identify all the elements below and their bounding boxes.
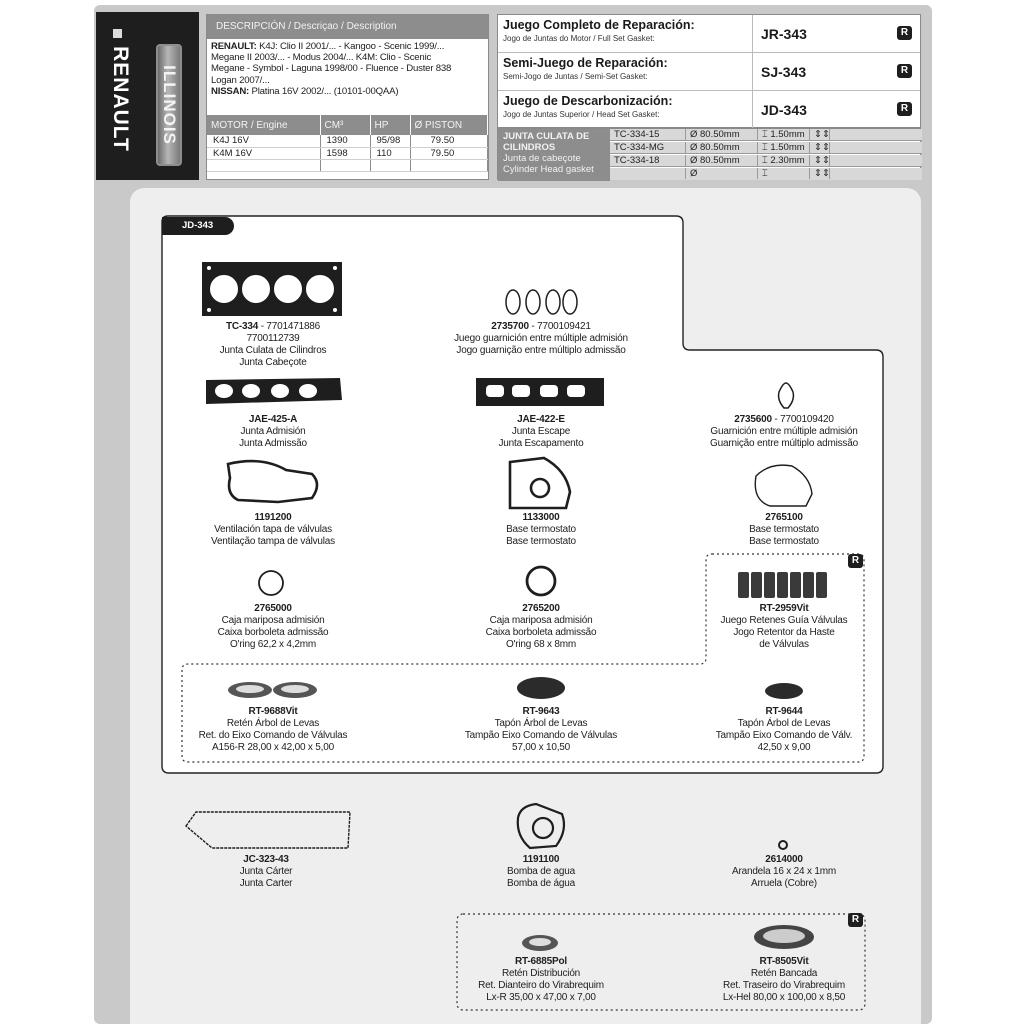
kit-title: Semi-Juego de Reparación: <box>503 56 668 70</box>
part-1191200: 1191200 Ventilación tapa de válvulas Ventilação tampa de válvulas <box>211 512 335 547</box>
valve-seals-drawing <box>738 572 827 598</box>
description-line: RENAULT: K4J: Clio II 2001/... - Kangoo - Scenic 1999/... <box>211 41 445 52</box>
table-row: TC-334-18 Ø 80.50mm ⌶ 2.30mm ⇕⇕ <box>610 155 922 167</box>
r-badge: R <box>897 64 912 78</box>
table-row: K4M 16V 1598 110 79.50 <box>207 147 488 159</box>
head-gasket-label: JUNTA CULATA DE CILINDROS Junta de cabeçote Cylinder Head gasket <box>498 129 610 181</box>
part-rt8505: RT-8505Vit Retén Bancada Ret. Traseiro do Virabrequim Lx-Hel 80,00 x 100,00 x 8,50 <box>722 956 846 1003</box>
col-piston: Ø PISTON <box>410 115 488 135</box>
logo-text: ILLINOIS <box>160 65 179 145</box>
part-rt9688: RT-9688Vit Retén Árbol de Levas Ret. do Eixo Comando de Válvulas A156-R 28,00 x 42,00 x 5,00 <box>198 706 348 753</box>
updown-icon: ⇕⇕ <box>810 142 830 153</box>
description-line: NISSAN: Platina 16V 2002/... (10101-00QAA) <box>211 85 399 97</box>
part-jae425: JAE-425-A Junta Admisión Junta Admissão <box>239 414 307 449</box>
part-1133000: 1133000 Base termostato Base termostato <box>506 512 576 547</box>
kit-code: JR-343 <box>752 15 922 52</box>
r-badge: R <box>848 913 863 927</box>
part-jc323: JC-323-43 Junta Cárter Junta Carter <box>239 854 293 889</box>
part-jae422: JAE-422-E Junta Escape Junta Escapamento <box>498 414 584 449</box>
updown-icon: ⇕⇕ <box>810 155 830 166</box>
oil-pan-gasket-drawing <box>186 812 350 848</box>
cam-plug-large-drawing <box>517 677 565 699</box>
part-rt9644: RT-9644 Tapón Árbol de Levas Tampão Eixo Comando de Válv. 42,50 x 9,00 <box>715 706 853 753</box>
kit-title: Juego Completo de Reparación: <box>503 18 695 32</box>
part-2614000: 2614000 Arandela 16 x 24 x 1mm Arruela (Cobre) <box>732 854 836 889</box>
kit-code: JD-343 <box>752 91 922 128</box>
washer-drawing <box>779 841 787 849</box>
part-2765100: 2765100 Base termostato Base termostato <box>749 512 819 547</box>
intake-gasket-drawing <box>206 378 342 404</box>
r-badge: R <box>848 554 863 568</box>
updown-icon: ⇕⇕ <box>810 168 830 179</box>
col-cm3: CM³ <box>320 115 370 135</box>
part-rt9643: RT-9643 Tapón Árbol de Levas Tampão Eixo Comando de Válvulas 57,00 x 10,50 <box>464 706 618 753</box>
r-badge: R <box>897 26 912 40</box>
table-row: K4J 16V 1390 95/98 79.50 <box>207 135 488 147</box>
description-line: Megane - Symbol - Laguna 1998/00 - Fluence - Duster 838 <box>211 63 452 75</box>
part-2765200: 2765200 Caja mariposa admisión Caixa borboleta admissão O'ring 68 x 8mm <box>485 603 597 650</box>
kit-subtitle: Semi-Jogo de Juntas / Semi-Set Gasket: <box>503 72 648 81</box>
kit-code: SJ-343 <box>752 53 922 90</box>
r-badge: R <box>897 102 912 116</box>
table-row: TC-334-MG Ø 80.50mm ⌶ 1.50mm ⇕⇕ <box>610 142 922 154</box>
table-row: TC-334-15 Ø 80.50mm ⌶ 1.50mm ⇕⇕ <box>610 129 922 141</box>
part-1191100: 1191100 Bomba de agua Bomba de água <box>506 854 575 889</box>
description-header: DESCRIPCIÓN / Descriçao / Description <box>207 15 488 39</box>
kit-subtitle: Jogo de Juntas do Motor / Full Set Gasket: <box>503 34 655 43</box>
part-2765000: 2765000 Caja mariposa admisión Caixa borboleta admissão O'ring 62,2 x 4,2mm <box>217 603 329 650</box>
kit-label-pill: JD-343 <box>162 217 234 235</box>
head-gasket-drawing <box>202 262 342 316</box>
kit-subtitle: Jogo de Juntas Superior / Head Set Gasket: <box>503 110 660 119</box>
exhaust-gasket-drawing <box>476 378 604 406</box>
rear-crank-seal-drawing <box>754 925 814 949</box>
part-tc334: TC-334 - 7701471886 7700112739 Junta Culata de Cilindros Junta Cabeçote <box>219 321 327 368</box>
part-2735600: 2735600 - 7700109420 Guarnición entre múltiple admisión Guarnição entre múltiplo admissão <box>710 414 858 449</box>
kit-title: Juego de Descarbonización: <box>503 94 673 108</box>
description-line: Megane II 2003/... - Modus 2004/... K4M: Clio - Scenic <box>211 52 432 64</box>
front-crank-seal-drawing <box>522 935 558 951</box>
table-row: Ø ⌶ ⇕⇕ <box>610 168 922 180</box>
col-hp: HP <box>370 115 410 135</box>
part-2735700: 2735700 - 7700109421 Juego guarnición entre múltiple admisión Jogo guarnição entre múltiplo admissão <box>454 321 628 356</box>
part-rt2959: RT-2959Vit Juego Retenes Guía Válvulas Jogo Retentor da Haste de Válvulas <box>720 603 848 650</box>
col-motor: MOTOR / Engine <box>207 115 320 135</box>
part-rt6885: RT-6885Pol Retén Distribución Ret. Dianteiro do Virabrequim Lx-R 35,00 x 47,00 x 7,00 <box>478 956 604 1003</box>
cam-plug-small-drawing <box>765 683 803 699</box>
water-pump-gasket-drawing <box>518 804 564 848</box>
updown-icon: ⇕⇕ <box>810 129 830 140</box>
description-line: Logan 2007/... <box>211 74 270 86</box>
make-text: RENAULT <box>109 46 132 152</box>
